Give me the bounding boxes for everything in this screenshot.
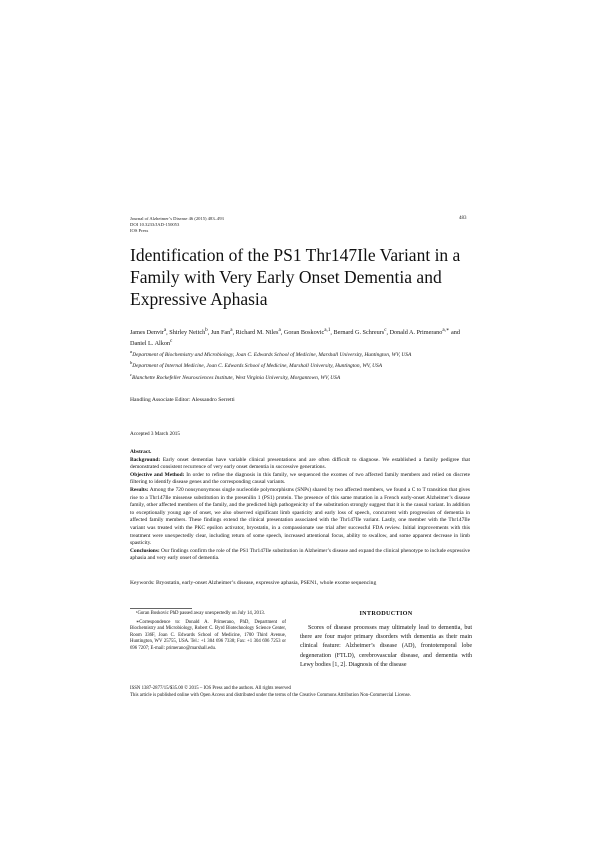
page-number: 483 — [459, 216, 467, 221]
abstract-heading: Abstract. — [130, 449, 152, 455]
handling-editor: Handling Associate Editor: Alessandro Serretti — [130, 397, 235, 403]
footnote-correspondence: ∗Correspondence to: Donald A. Primerano, PhD, Department of Biochemistry and Microbiology, Robert C. Byrd Biotechnology Science Center, Room 336F, Joan C. Edwards School of Medicine, 1700 Third Avenue, Huntington, WV 25755, USA. Tel.: +1 304 696 7338; Fax: +1 304 696 7253 or 696 7207; E-mail: primerano@marshall.edu. — [130, 619, 286, 651]
introduction-heading: INTRODUCTION — [359, 610, 413, 617]
footnote-1: ¹Goran Boskovic PhD passed away unexpectedly on July 14, 2013. — [136, 611, 265, 616]
abstract-objective: Objective and Method: In order to refine the diagnosis in this family, we sequenced the exomes of two affected family members and relied on discrete filtering to identify disease genes and the corresponding causal variants. — [130, 471, 470, 486]
article-title: Identification of the PS1 Thr147Ile Variant in a Family with Very Early Onset Dementia and Expressive Aphasia — [130, 245, 461, 309]
affiliation-c: $^c$Blanchette Rockefeller Neurosciences Institute, West Virginia University, Morgantown, WV, USA — [130, 371, 341, 381]
affiliation-a: $^a$Department of Biochemistry and Microbiology, Joan C. Edwards School of Medicine, Marshall University, Huntington, WV, USA — [130, 349, 412, 358]
issn-block — [130, 686, 475, 699]
introduction-text: Scores of disease processes may ultimately lead to dementia, but there are four major primary disorders with dementia as their main clinical feature: Alzheimer’s disease (AD), frontotemporal lobe degeneration (FTLD), cerebrovascular disease, and dementia with Lewy bodies [1, 2]. Diagnosis of the disease — [300, 625, 472, 668]
abstract-background: Background: Early onset dementias have variable clinical presentations and are often difficult to diagnose. We established a family pedigree that demonstrated consistent recurrence of very early onset dementia in successive generations. — [130, 456, 470, 471]
license-line: This article is published online with Open Access and distributed under the terms of the Creative Commons Attribution Non-Commercial License. — [130, 692, 411, 698]
doi-line: DOI 10.3233/JAD-150053 — [130, 222, 180, 227]
journal-header — [130, 216, 224, 234]
author-list: James Denvir$^a$, Shirley Neitch$^b$, Jun Fan$^a$, Richard M. Niles$^a$, Goran Boskovic$^{a,1}$, Bernard G. Schreurs$^c$, Donald A. Primerano$^{a,∗}$ and Daniel L. Alkon$^c$ — [130, 327, 460, 348]
affiliations — [130, 348, 475, 382]
keywords: Keywords: Bryostatin, early-onset Alzheimer’s disease, expressive aphasia, PSEN1, whole exome sequencing — [130, 580, 377, 586]
abstract-conclusions: Conclusions: Our findings confirm the role of the PS1 Thr147Ile substitution in Alzheimer’s disease and expand the clinical phenotype to include expressive aphasia and very early onset of dementia. — [130, 547, 470, 562]
footnotes — [130, 611, 286, 655]
affiliation-b: $^b$Department of Internal Medicine, Joan C. Edwards School of Medicine, Marshall University, Huntington, WV, USA — [130, 360, 382, 370]
abstract-results: Results: Among the 720 nonsynonymous single nucleotide polymorphisms (SNPs) shared by two affected members, we found a C to T transition that gives rise to a Thr147Ile missense substitution in the presenilin 1 (PS1) protein. The presence of this same mutation in a French early-onset Alzheimer’s disease family, other affected members of the family, and the predicted high pathogenicity of the substitution strongly suggest that it is the causal variant. In addition to exceptionally young age of onset, we also observed significant limb spasticity and early loss of speech, concurrent with progression of dementia in affected family members. These findings extend the clinical presentation associated with the Thr147Ile variant. Lastly, one member with the Thr147Ile variant was treated with the PKC epsilon activator, bryostatin, in a compassionate use trial after successful FDA review. Initial improvements with this treatment were unexpectedly clear, including return of some speech, increased attentional focus, ability to swallow, and some apparent decrease in limb spasticity. — [130, 486, 470, 547]
abstract — [130, 449, 470, 563]
publisher-line: IOS Press — [130, 228, 149, 233]
footnote-divider — [130, 608, 192, 609]
accepted-date: Accepted 3 March 2015 — [130, 431, 180, 437]
journal-line: Journal of Alzheimer’s Disease 46 (2015) 483–493 — [130, 216, 224, 221]
issn-line: ISSN 1387-2877/15/$35.00 © 2015 – IOS Press and the authors. All rights reserved — [130, 686, 291, 691]
